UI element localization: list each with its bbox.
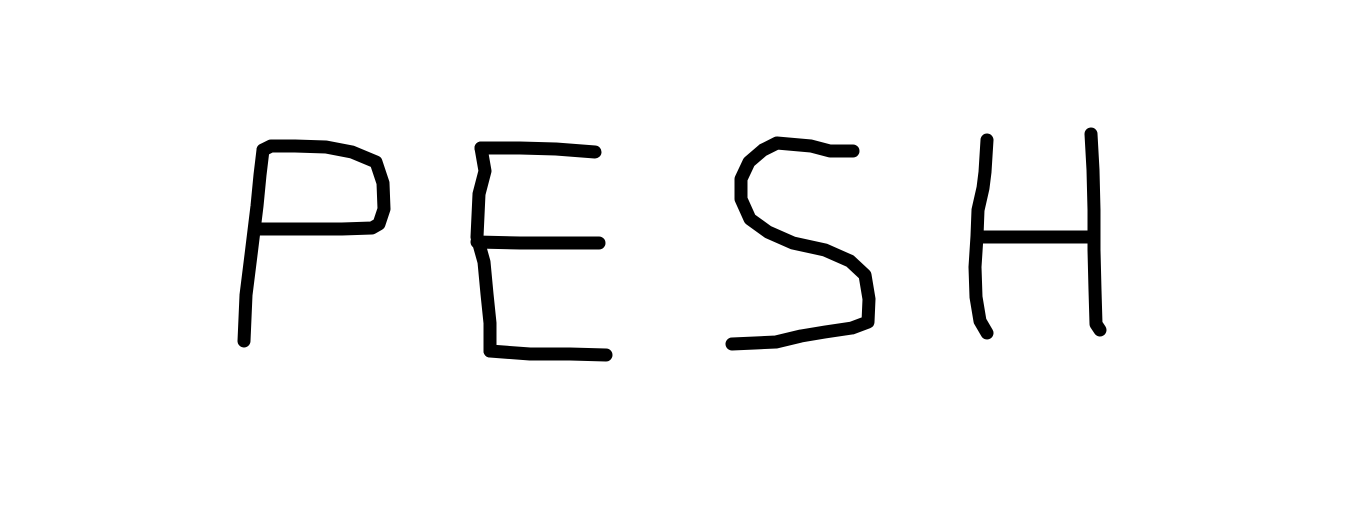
letter-h-right-stem <box>1091 134 1100 330</box>
letter-e-bottom-bar <box>490 351 606 355</box>
letter-e-stem <box>477 148 490 351</box>
letter-e <box>477 148 606 355</box>
letter-s-curve <box>732 143 869 344</box>
letter-p-bowl <box>257 146 384 229</box>
letter-e-middle-bar <box>477 242 599 243</box>
letter-p-stem <box>244 150 263 341</box>
letter-e-top-bar <box>481 148 595 152</box>
letter-p <box>244 146 384 341</box>
letter-h <box>975 134 1100 333</box>
letter-s <box>732 143 869 344</box>
